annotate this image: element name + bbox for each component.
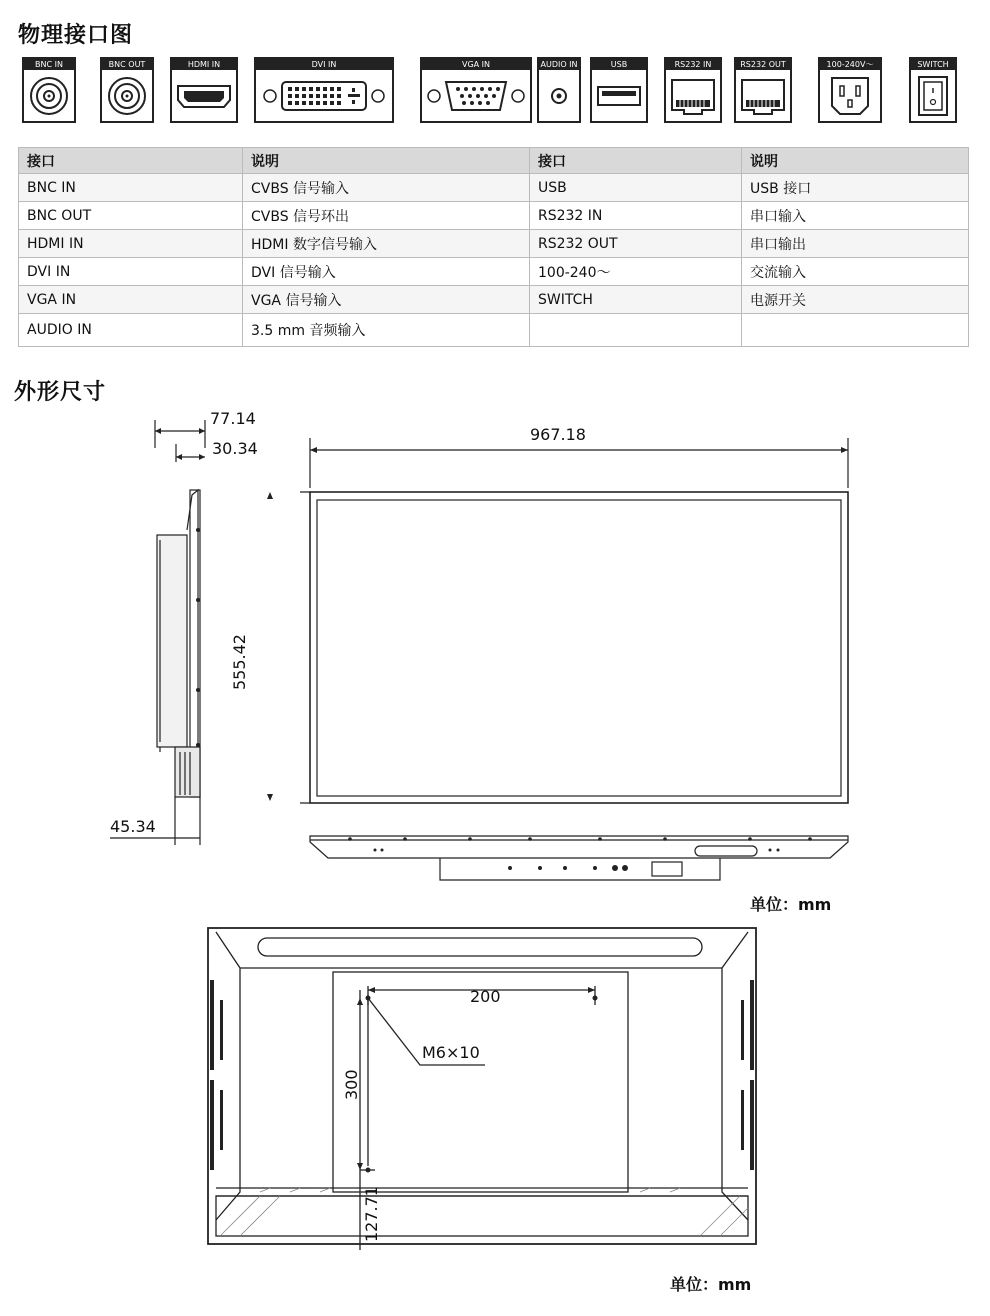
table-cell: RS232 IN (530, 202, 742, 230)
port-hdmi-in (170, 57, 238, 123)
port-vga-in (420, 57, 532, 123)
port-dvi-in (254, 57, 394, 123)
table-cell: 3.5 mm 音频输入 (243, 314, 530, 347)
port-bnc-in (22, 57, 76, 123)
table-cell: SWITCH (530, 286, 742, 314)
table-cell: VGA 信号输入 (243, 286, 530, 314)
unit-label-1: 单位：mm (750, 895, 832, 914)
port-label: BNC OUT (102, 59, 152, 70)
table-cell: 电源开关 (742, 286, 969, 314)
port-label: AUDIO IN (540, 60, 578, 69)
port-rs232-out (734, 57, 792, 123)
rj45-port-icon (666, 70, 720, 121)
vesa-vertical-label: 300 (342, 1069, 361, 1100)
port-label: RS232 IN (666, 59, 720, 70)
table-row (19, 286, 969, 314)
table-row (19, 174, 969, 202)
rj45-port-icon (736, 70, 790, 121)
width-label: 967.18 (530, 425, 586, 444)
table-cell: BNC OUT (19, 202, 243, 230)
table-cell: 串口输入 (742, 202, 969, 230)
table-cell: 100-240～ (530, 258, 742, 286)
dimensions-section-title: 外形尺寸 (14, 380, 107, 405)
port-power-switch (909, 57, 957, 123)
table-cell: DVI IN (19, 258, 243, 286)
table-cell: HDMI IN (19, 230, 243, 258)
port-usb (590, 57, 648, 123)
port-ac-power (818, 57, 882, 123)
audio-jack-icon (539, 70, 579, 121)
table-cell: USB (530, 174, 742, 202)
rear-view-drawing (200, 920, 760, 1250)
port-label: 100-240V～ (820, 59, 880, 70)
interface-table (18, 147, 969, 347)
dvi-port-icon (256, 70, 392, 121)
bottom-offset-label: 127.71 (362, 1186, 381, 1242)
port-label: RS232 OUT (736, 59, 790, 70)
table-row (19, 314, 969, 347)
depth-bottom-label: 45.34 (110, 817, 156, 836)
side-view-drawing (100, 400, 280, 850)
depth-bezel-label: 30.34 (212, 439, 258, 458)
port-label: DVI IN (256, 59, 392, 70)
table-row (19, 202, 969, 230)
hdmi-port-icon (172, 70, 236, 121)
table-row (19, 230, 969, 258)
table-cell: VGA IN (19, 286, 243, 314)
table-cell: CVBS 信号环出 (243, 202, 530, 230)
table-cell: AUDIO IN (19, 314, 243, 347)
table-header-row (19, 148, 969, 174)
usb-port-icon (592, 70, 646, 121)
table-cell (530, 314, 742, 347)
table-header: 说明 (742, 148, 969, 174)
table-row (19, 258, 969, 286)
port-bnc-out (100, 57, 154, 123)
port-rs232-in (664, 57, 722, 123)
port-label: USB (592, 59, 646, 70)
ports-section-title: 物理接口图 (18, 23, 134, 48)
bnc-connector-icon (24, 70, 74, 121)
front-view-drawing (300, 430, 860, 890)
unit-label-2: 单位：mm (670, 1275, 752, 1294)
port-label: HDMI IN (172, 59, 236, 70)
port-label: VGA IN (422, 59, 530, 70)
height-label: 555.42 (230, 634, 249, 690)
table-cell: USB 接口 (742, 174, 969, 202)
depth-total-label: 77.14 (210, 409, 256, 428)
vesa-horizontal-label: 200 (470, 987, 501, 1006)
table-header: 说明 (243, 148, 530, 174)
port-label: SWITCH (911, 59, 955, 70)
table-cell: 交流输入 (742, 258, 969, 286)
bnc-connector-icon (102, 70, 152, 121)
vga-port-icon (422, 70, 530, 121)
table-cell: DVI 信号输入 (243, 258, 530, 286)
table-cell: HDMI 数字信号输入 (243, 230, 530, 258)
screw-spec-label: M6×10 (422, 1043, 480, 1062)
table-header: 接口 (530, 148, 742, 174)
table-cell: BNC IN (19, 174, 243, 202)
power-switch-icon (911, 70, 955, 121)
table-header: 接口 (19, 148, 243, 174)
port-label: BNC IN (24, 59, 74, 70)
port-audio-in (537, 57, 581, 123)
table-cell: 串口输出 (742, 230, 969, 258)
ac-power-socket-icon (820, 70, 880, 121)
height-dimension-arrows (262, 490, 282, 805)
table-cell (742, 314, 969, 347)
table-cell: CVBS 信号输入 (243, 174, 530, 202)
table-cell: RS232 OUT (530, 230, 742, 258)
